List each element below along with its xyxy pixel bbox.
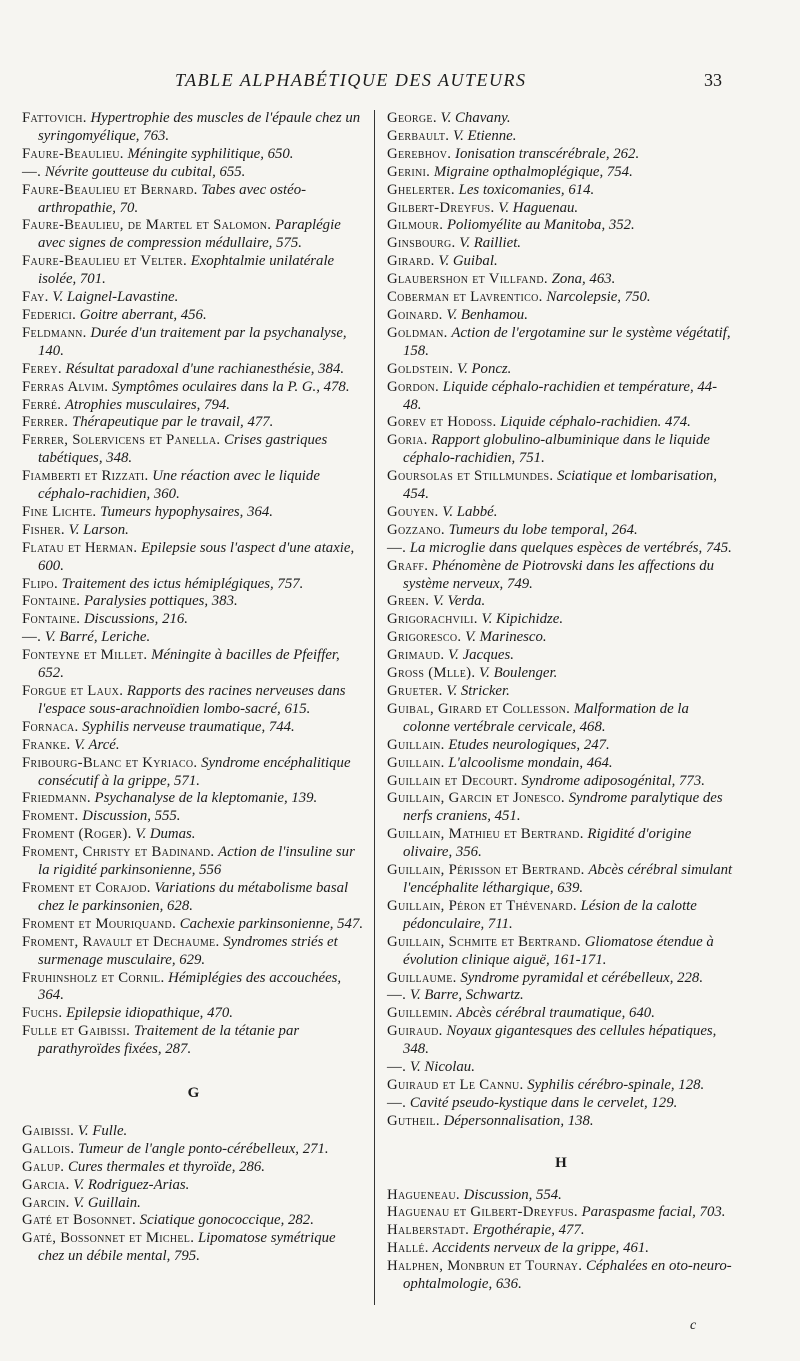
index-entry <box>387 235 735 253</box>
index-entry <box>387 1187 735 1205</box>
entry-title: Crises gastriques tabétiques, 348. <box>38 432 328 467</box>
entry-author: Grigoresco. <box>387 629 462 646</box>
index-entry <box>22 737 365 755</box>
entry-title: V. Rodriguez-Arias. <box>73 1176 190 1193</box>
entry-author: Ghelerter. <box>387 181 455 198</box>
index-entry <box>22 576 365 594</box>
entry-title: Céphalées en oto-neuro-ophtalmologie, 636. <box>403 1258 732 1293</box>
index-entry <box>387 665 735 683</box>
entry-author: Faure-Beaulieu. <box>22 145 124 162</box>
index-entry <box>387 647 735 665</box>
index-entry <box>22 647 365 683</box>
entry-title: Lésion de la calotte pédonculaire, 711. <box>403 897 697 932</box>
index-entry <box>387 1059 735 1077</box>
entry-title: Tabes avec ostéo-arthropathie, 70. <box>38 181 307 216</box>
entry-author: Faure-Beaulieu et Bernard. <box>22 181 198 198</box>
index-entry <box>387 755 735 773</box>
entry-author: Froment et Corajod. <box>22 879 151 896</box>
entry-author: Glaubershon et Villfand. <box>387 271 548 288</box>
entry-author: Hallé. <box>387 1240 429 1257</box>
entry-author: Guillain. <box>387 736 445 753</box>
right-column <box>387 110 735 1294</box>
entry-title: Syphilis cérébro-spinale, 128. <box>527 1076 705 1093</box>
entry-author: Guillaume. <box>387 969 457 986</box>
index-entry <box>387 970 735 988</box>
entry-author: Gorev et Hodoss. <box>387 414 497 431</box>
entry-author: Friedmann. <box>22 790 91 807</box>
entry-author: Fontaine. <box>22 593 81 610</box>
entry-title: Traitement des ictus hémiplégiques, 757. <box>61 575 304 592</box>
index-entry <box>387 146 735 164</box>
entry-title: Une réaction avec le liquide céphalo-rachidien, 360. <box>38 468 320 503</box>
section-letter: H <box>555 1154 567 1171</box>
entry-title: Abcès cérébral simulant l'encéphalite léthargique, 639. <box>403 862 733 896</box>
entry-title: Epilepsie idiopathique, 470. <box>66 1005 233 1022</box>
entry-author: —. <box>22 163 42 180</box>
entry-title: V. Labbé. <box>442 503 498 520</box>
entry-title: Epilepsie sous l'aspect d'une ataxie, 600. <box>38 539 355 574</box>
entry-author: —. <box>22 629 42 646</box>
entry-author: Goursolas et Stillmundes. <box>387 468 554 485</box>
index-entry <box>22 1123 365 1141</box>
entry-title: V. Railliet. <box>459 235 522 252</box>
index-entry <box>387 593 735 611</box>
entry-title: Paraplégie avec signes de compression médullaire, 575. <box>38 217 341 252</box>
index-entry <box>22 217 365 253</box>
entry-title: Variations du métabolisme basal chez le parkinsonien, 628. <box>38 879 349 914</box>
entry-author: Guillain, Périsson et Bertrand. <box>387 862 585 879</box>
entry-title: Sciatique et lombarisation, 454. <box>403 468 717 503</box>
entry-author: Guillain, Péron et Thévenard. <box>387 897 577 914</box>
index-entry <box>22 1005 365 1023</box>
entry-author: Green. <box>387 593 430 610</box>
entry-author: Franke. <box>22 736 71 753</box>
entry-title: Syndromes striés et surmenage musculaire, 629. <box>38 933 338 968</box>
entry-author: Goldstein. <box>387 360 454 377</box>
entry-author: Flatau et Herman. <box>22 539 138 556</box>
index-entry <box>387 540 735 558</box>
index-entry <box>387 271 735 289</box>
entry-author: Goria. <box>387 432 428 449</box>
entry-title: V. Fulle. <box>77 1122 128 1139</box>
index-entry <box>22 844 365 880</box>
entry-title: Méningite à bacilles de Pfeiffer, 652. <box>38 647 340 682</box>
entry-title: Exophtalmie unilatérale isolée, 701. <box>38 253 335 288</box>
entry-author: Ferey. <box>22 360 62 377</box>
entry-title: Tumeurs du lobe temporal, 264. <box>448 521 638 538</box>
entry-title: V. Guillain. <box>73 1194 141 1211</box>
entry-author: Halberstadt. <box>387 1222 470 1239</box>
entry-author: Gerbault. <box>387 127 450 144</box>
index-entry <box>387 432 735 468</box>
entry-author: Fruhinsholz et Cornil. <box>22 969 165 986</box>
index-entry <box>387 1240 735 1258</box>
entry-title: Paralysies pottiques, 383. <box>83 593 238 610</box>
entry-author: Gaté, Bossonnet et Michel. <box>22 1230 195 1247</box>
entry-title: Rigidité d'origine olivaire, 356. <box>403 826 692 861</box>
entry-title: Ionisation transcérébrale, 262. <box>455 145 640 162</box>
entry-title: Rapports des racines nerveuses dans l'espace sous-arachnoïdien lombo-sacré, 615. <box>38 683 346 717</box>
entry-title: Discussions, 216. <box>83 611 188 628</box>
section-letter: G <box>187 1085 200 1102</box>
entry-title: Syndrome adiposogénital, 773. <box>521 772 705 789</box>
index-entry <box>22 540 365 576</box>
index-entry <box>387 414 735 432</box>
index-entry <box>387 826 735 862</box>
index-entry <box>22 790 365 808</box>
entry-author: Girard. <box>387 253 435 270</box>
entry-author: Fulle et Gaibissi. <box>22 1023 131 1040</box>
entry-author: Guiraud et Le Cannu. <box>387 1076 524 1093</box>
entry-title: Ergothérapie, 477. <box>472 1222 585 1239</box>
entry-author: Gaibissi. <box>22 1122 75 1139</box>
entry-title: V. Benhamou. <box>446 306 528 323</box>
index-entry <box>22 629 365 647</box>
entry-author: Ginsbourg. <box>387 235 456 252</box>
entry-title: Goitre aberrant, 456. <box>79 306 207 323</box>
entry-title: V. Laignel-Lavastine. <box>52 289 179 306</box>
index-entry <box>387 325 735 361</box>
index-entry <box>387 683 735 701</box>
entry-author: Gerini. <box>387 163 431 180</box>
index-entry <box>387 182 735 200</box>
index-entry <box>22 611 365 629</box>
index-entry <box>387 217 735 235</box>
index-entry <box>22 307 365 325</box>
index-entry <box>22 504 365 522</box>
index-entry <box>387 379 735 415</box>
entry-title: V. Haguenau. <box>498 199 579 216</box>
index-entry <box>387 253 735 271</box>
entry-title: Narcolepsie, 750. <box>546 289 651 306</box>
entry-title: Thérapeutique par le travail, 477. <box>71 414 274 431</box>
index-entry <box>387 1077 735 1095</box>
entry-title: Noyaux gigantesques des cellules hépatiques, 348. <box>403 1023 717 1058</box>
entry-author: Flipo. <box>22 575 58 592</box>
entry-author: Froment, Ravault et Dechaume. <box>22 933 220 950</box>
entry-author: Gozzano. <box>387 521 445 538</box>
index-entry <box>387 1005 735 1023</box>
index-entry <box>387 934 735 970</box>
entry-title: Syndrome paralytique des nerfs craniens, 451. <box>403 790 723 825</box>
entry-title: Dépersonnalisation, 138. <box>443 1112 594 1129</box>
entry-author: Fattovich. <box>22 110 87 126</box>
entry-author: Gaté et Bosonnet. <box>22 1212 136 1229</box>
entry-author: Faure-Beaulieu, de Martel et Salomon. <box>22 217 272 234</box>
entry-title: Hémiplégies des accouchées, 364. <box>38 969 342 1004</box>
index-entry <box>22 826 365 844</box>
index-entry <box>387 558 735 594</box>
entry-title: Symptômes oculaires dans la P. G., 478. <box>111 378 350 395</box>
entry-author: Gouyen. <box>387 503 439 520</box>
entry-title: V. Etienne. <box>452 127 517 144</box>
index-entry <box>22 934 365 970</box>
entry-title: Migraine opthalmoplégique, 754. <box>433 163 633 180</box>
index-entry <box>22 683 365 719</box>
index-entry <box>387 128 735 146</box>
entry-title: Discussion, 554. <box>463 1186 562 1203</box>
index-entry <box>22 719 365 737</box>
entry-title: Liquide céphalo-rachidien et température, 44-48. <box>403 378 718 413</box>
entry-author: Galup. <box>22 1158 65 1175</box>
index-entry <box>22 253 365 289</box>
index-entry <box>387 522 735 540</box>
entry-author: Forgue et Laux. <box>22 683 124 699</box>
entry-author: Faure-Beaulieu et Velter. <box>22 253 187 270</box>
entry-title: Discussion, 555. <box>82 808 181 825</box>
entry-author: Goinard. <box>387 306 443 323</box>
index-entry <box>22 361 365 379</box>
entry-author: Fornaca. <box>22 718 79 735</box>
entry-author: Fribourg-Blanc et Kyriaco. <box>22 754 198 771</box>
entry-title: V. Jacques. <box>448 647 514 664</box>
index-entry <box>22 164 365 182</box>
index-entry <box>22 1141 365 1159</box>
entry-title: Liquide céphalo-rachidien. 474. <box>500 414 691 431</box>
entry-title: Résultat paradoxal d'une rachianesthésie, 384. <box>65 360 345 377</box>
entry-author: Fisher. <box>22 521 65 538</box>
index-entry <box>387 629 735 647</box>
entry-author: Fontaine. <box>22 611 81 628</box>
entry-title: Phénomène de Piotrovski dans les affections du système nerveux, 749. <box>403 557 715 592</box>
page-header <box>0 70 800 100</box>
entry-title: V. Nicolau. <box>409 1059 475 1076</box>
entry-title: Action de l'ergotamine sur le système végétatif, 158. <box>403 324 731 359</box>
entry-author: Ferré. <box>22 396 62 413</box>
index-entry <box>387 737 735 755</box>
entry-author: Fiamberti et Rizzati. <box>22 468 149 485</box>
index-entry <box>387 898 735 934</box>
index-entry <box>387 611 735 629</box>
entry-title: Tumeurs hypophysaires, 364. <box>100 503 273 520</box>
index-entry <box>22 593 365 611</box>
entry-author: Gallois. <box>22 1140 75 1157</box>
entry-author: Ferrer. <box>22 414 69 431</box>
index-entry <box>22 468 365 504</box>
index-entry <box>22 397 365 415</box>
index-entry <box>387 289 735 307</box>
entry-title: Les toxicomanies, 614. <box>458 181 595 198</box>
entry-author: Grigorachvili. <box>387 611 478 628</box>
entry-author: Guiraud. <box>387 1023 443 1040</box>
entry-author: Guillain, Schmite et Bertrand. <box>387 933 581 950</box>
entry-title: Tumeur de l'angle ponto-cérébelleux, 271. <box>78 1140 329 1157</box>
index-entry <box>22 289 365 307</box>
entry-author: Fine Lichte. <box>22 503 97 520</box>
entry-author: Garcia. <box>22 1176 70 1193</box>
entry-title: Abcès cérébral traumatique, 640. <box>456 1005 655 1022</box>
index-entry <box>22 522 365 540</box>
entry-author: Fay. <box>22 289 49 306</box>
entry-title: Cachexie parkinsonienne, 547. <box>179 915 364 932</box>
index-entry <box>22 755 365 791</box>
entry-title: V. Kipichidze. <box>481 611 564 628</box>
index-entry <box>22 414 365 432</box>
entry-author: Guillain, Garcin et Jonesco. <box>387 790 565 807</box>
entry-author: Federici. <box>22 306 77 323</box>
index-entry <box>387 1113 735 1131</box>
entry-title: Lipomatose symétrique chez un débile mental, 795. <box>38 1230 336 1265</box>
index-entry <box>387 1023 735 1059</box>
index-entry <box>387 504 735 522</box>
entry-author: Garcin. <box>22 1194 70 1211</box>
index-entry <box>387 307 735 325</box>
signature-mark: c <box>690 1318 697 1333</box>
entry-title: Malformation de la colonne vertébrale cervicale, 468. <box>403 700 689 735</box>
entry-author: Gordon. <box>387 378 440 395</box>
entry-title: Cavité pseudo-kystique dans le cervelet, 129. <box>409 1094 678 1111</box>
index-entry <box>22 1177 365 1195</box>
entry-author: Gerebhov. <box>387 145 452 162</box>
index-entry <box>387 1222 735 1240</box>
index-entry <box>22 880 365 916</box>
entry-author: Gilmour. <box>387 217 444 234</box>
entry-title: V. Dumas. <box>135 826 196 843</box>
entry-author: Froment. <box>22 808 79 825</box>
index-entry <box>387 1258 735 1294</box>
column-divider <box>374 110 375 1305</box>
entry-title: Névrite goutteuse du cubital, 655. <box>44 163 246 180</box>
entry-title: V. Marinesco. <box>465 629 547 646</box>
index-entry <box>387 468 735 504</box>
left-column <box>22 110 365 1266</box>
index-entry <box>387 200 735 218</box>
entry-author: Halphen, Monbrun et Tournay. <box>387 1258 583 1275</box>
entry-author: —. <box>387 1059 407 1076</box>
index-entry <box>22 325 365 361</box>
entry-title: Syphilis nerveuse traumatique, 744. <box>82 718 295 735</box>
index-entry <box>387 773 735 791</box>
entry-title: V. Barré, Leriche. <box>44 629 151 646</box>
index-entry <box>22 379 365 397</box>
entry-author: Guillain, Mathieu et Bertrand. <box>387 826 584 843</box>
entry-title: Psychanalyse de la kleptomanie, 139. <box>94 790 318 807</box>
index-entry <box>387 790 735 826</box>
index-entry <box>22 808 365 826</box>
entry-title: La microglie dans quelques espèces de vertébrés, 745. <box>409 539 732 556</box>
entry-author: Guibal, Girard et Collesson. <box>387 700 571 717</box>
entry-title: V. Larson. <box>68 521 129 538</box>
index-entry <box>387 164 735 182</box>
index-entry <box>22 916 365 934</box>
entry-title: V. Guibal. <box>438 253 498 270</box>
entry-title: Méningite syphilitique, 650. <box>127 145 294 162</box>
entry-author: Coberman et Lavrentico. <box>387 289 543 306</box>
entry-author: Froment, Christy et Badinand. <box>22 844 215 861</box>
entry-title: V. Poncz. <box>456 360 512 377</box>
index-entry <box>387 862 735 898</box>
entry-author: Graff. <box>387 557 429 574</box>
entry-title: Durée d'un traitement par la psychanalyse, 140. <box>38 324 347 359</box>
entry-author: —. <box>387 987 407 1004</box>
entry-title: Hypertrophie des muscles de l'épaule chez un syringomyélique, 763. <box>38 110 361 144</box>
index-entry <box>387 361 735 379</box>
entry-title: V. Arcé. <box>74 736 120 753</box>
entry-author: Guillain. <box>387 754 445 771</box>
entry-title: Zona, 463. <box>551 271 616 288</box>
index-entry <box>22 1212 365 1230</box>
entry-author: Guillemin. <box>387 1005 453 1022</box>
entry-author: Gilbert-Dreyfus. <box>387 199 495 216</box>
index-entry <box>22 182 365 218</box>
index-entry <box>22 970 365 1006</box>
entry-author: Fonteyne et Millet. <box>22 647 148 664</box>
index-entry <box>22 1230 365 1266</box>
index-entry <box>387 987 735 1005</box>
entry-title: L'alcoolisme mondain, 464. <box>448 754 613 771</box>
index-entry <box>22 1159 365 1177</box>
entry-title: Syndrome encéphalitique consécutif à la grippe, 571. <box>38 754 351 789</box>
index-entry <box>387 110 735 128</box>
entry-author: Feldmann. <box>22 324 87 341</box>
entry-author: Froment (Roger). <box>22 826 132 843</box>
entry-author: —. <box>387 539 407 556</box>
entry-title: V. Stricker. <box>446 683 510 699</box>
entry-title: V. Verda. <box>433 593 486 610</box>
index-entry <box>22 1195 365 1213</box>
entry-author: Gutheil. <box>387 1112 440 1129</box>
entry-author: George. <box>387 110 437 126</box>
entry-title: Traitement de la tétanie par parathyroïdes fixées, 287. <box>38 1023 300 1058</box>
entry-title: Etudes neurologiques, 247. <box>448 736 610 753</box>
index-entry <box>22 146 365 164</box>
entry-author: Froment et Mouriquand. <box>22 915 177 932</box>
entry-author: Grimaud. <box>387 647 445 664</box>
entry-title: V. Barre, Schwartz. <box>409 987 524 1004</box>
entry-title: Action de l'insuline sur la rigidité parkinsonienne, 556 <box>38 844 355 879</box>
entry-title: V. Chavany. <box>440 110 511 126</box>
index-entry <box>22 110 365 146</box>
entry-title: Atrophies musculaires, 794. <box>65 396 230 413</box>
entry-title: Sciatique gonococcique, 282. <box>139 1212 314 1229</box>
entry-author: Goldman. <box>387 324 448 341</box>
entry-title: Accidents nerveux de la grippe, 461. <box>432 1240 649 1257</box>
entry-title: Cures thermales et thyroïde, 286. <box>68 1158 266 1175</box>
index-entry <box>22 1023 365 1059</box>
entry-author: Grueter. <box>387 683 443 699</box>
index-entry <box>387 701 735 737</box>
page-title: TABLE ALPHABÉTIQUE DES AUTEURS <box>175 70 527 90</box>
entry-author: Haguenau et Gilbert-Dreyfus. <box>387 1204 578 1221</box>
entry-title: V. Boulenger. <box>479 665 558 682</box>
entry-author: Gross (Mlle). <box>387 665 476 682</box>
entry-author: Fuchs. <box>22 1005 63 1022</box>
entry-title: Rapport globulino-albuminique dans le liquide céphalo-rachidien, 751. <box>403 432 710 467</box>
page-number: 33 <box>704 70 722 90</box>
entry-author: Hagueneau. <box>387 1186 460 1203</box>
index-entry <box>387 1095 735 1113</box>
entry-author: Ferras Alvim. <box>22 378 109 395</box>
index-entry <box>387 1204 735 1222</box>
entry-title: Poliomyélite au Manitoba, 352. <box>446 217 635 234</box>
entry-title: Gliomatose étendue à évolution clinique aiguë, 161-171. <box>403 933 714 968</box>
entry-title: Paraspasme facial, 703. <box>581 1204 726 1221</box>
entry-author: Guillain et Decourt. <box>387 772 518 789</box>
entry-title: Syndrome pyramidal et cérébelleux, 228. <box>460 969 704 986</box>
entry-author: Ferrer, Solervicens et Panella. <box>22 432 221 449</box>
index-entry <box>22 432 365 468</box>
entry-author: —. <box>387 1094 407 1111</box>
